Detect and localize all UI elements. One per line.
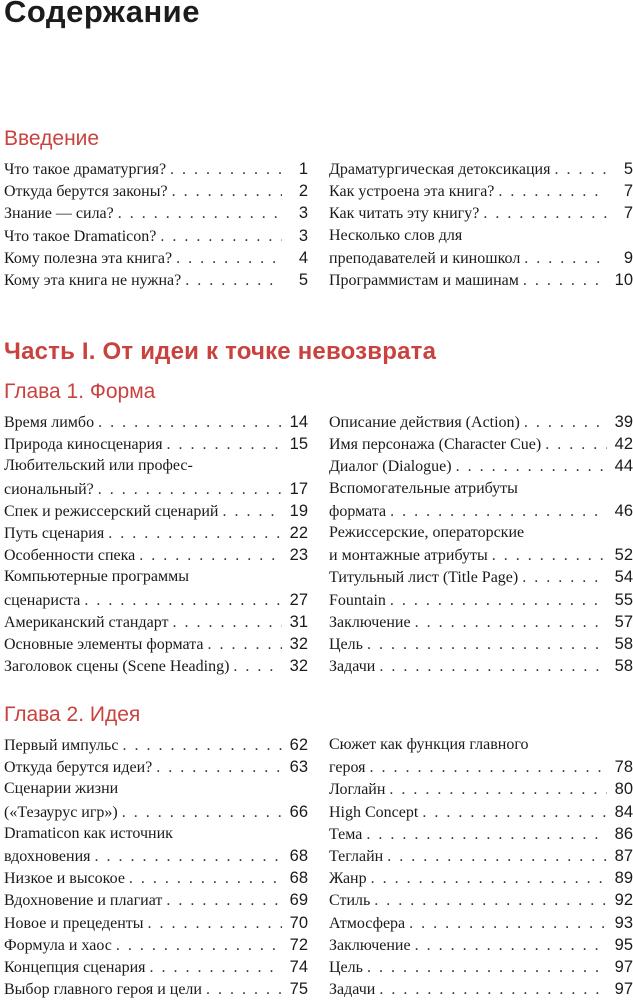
toc-entry-page: 22 <box>289 523 308 542</box>
leader-dots <box>545 434 607 456</box>
toc-entry[interactable] <box>4 867 308 889</box>
toc-entry-title: Заключение <box>329 936 411 954</box>
leader-dots <box>233 656 282 678</box>
toc-entry[interactable] <box>4 566 308 588</box>
toc-entry[interactable] <box>329 180 633 202</box>
toc-entry[interactable] <box>4 544 308 566</box>
toc-entry-page: 3 <box>298 226 308 245</box>
toc-entry-title: Программистам и машинам <box>329 271 519 289</box>
toc-entry-title: Концепция сценария <box>4 958 146 976</box>
toc-entry-page: 7 <box>623 182 633 201</box>
toc-entry[interactable] <box>329 411 633 433</box>
toc-entry-title: Как читать эту книгу? <box>329 205 480 223</box>
toc-entry-title: вдохновения <box>4 847 91 865</box>
toc-entry-title: Цель <box>329 635 363 653</box>
toc-entry-page: 58 <box>614 634 633 653</box>
leader-dots <box>172 181 282 203</box>
toc-entry-title: Что такое Dramaticon? <box>4 227 157 245</box>
toc-entry[interactable] <box>329 589 633 611</box>
toc-entry-page: 19 <box>289 501 308 520</box>
toc-entry[interactable] <box>4 633 308 655</box>
toc-entry[interactable] <box>329 433 633 455</box>
toc-entry[interactable] <box>329 522 633 544</box>
toc-entry[interactable] <box>329 202 633 224</box>
leader-dots <box>148 913 282 935</box>
leader-dots <box>170 159 282 181</box>
toc-entry-title: Формула и хаос <box>4 936 112 954</box>
toc-entry[interactable] <box>329 978 633 1000</box>
toc-entry-title: Спек и режиссерский сценарий <box>4 502 219 520</box>
leader-dots <box>367 957 607 979</box>
leader-dots <box>415 612 607 634</box>
toc-entry[interactable] <box>4 269 308 291</box>
toc-entry-page: 31 <box>289 612 308 631</box>
leader-dots <box>456 456 607 478</box>
leader-dots <box>208 634 283 656</box>
toc-entry-title: преподавателей и киношкол <box>329 249 521 267</box>
toc-entry-page: 69 <box>289 891 308 910</box>
toc-entry-title: Титульный лист (Title Page) <box>329 569 519 587</box>
toc-entry[interactable] <box>4 956 308 978</box>
leader-dots <box>554 159 607 181</box>
leader-dots <box>498 181 607 203</box>
toc-entry-title: Выбор главного героя и цели <box>4 981 202 999</box>
toc-entry-page: 74 <box>289 957 308 976</box>
toc-entry[interactable] <box>329 455 633 477</box>
toc-column-ch2-right <box>329 734 633 1000</box>
toc-entry[interactable] <box>4 589 308 611</box>
toc-entry-title: Режиссерские, операторские <box>329 523 525 541</box>
toc-entry-page: 95 <box>614 935 633 954</box>
toc-entry-page: 17 <box>289 479 308 498</box>
toc-entry[interactable] <box>329 734 633 756</box>
leader-dots <box>389 779 607 801</box>
toc-entry-page: 58 <box>614 657 633 676</box>
toc-entry[interactable] <box>329 889 633 911</box>
toc-entry-title: Логлайн <box>329 781 386 799</box>
toc-entry-title: Сюжет как функция главного <box>329 736 529 753</box>
toc-entry[interactable] <box>329 225 633 247</box>
toc-entry-title: Кому полезна эта книга? <box>4 249 173 267</box>
toc-entry-page: 63 <box>289 758 308 777</box>
toc-entry-title: сиональный? <box>4 480 94 498</box>
leader-dots <box>492 545 607 567</box>
toc-entry[interactable] <box>4 734 308 756</box>
toc-entry-page: 97 <box>614 957 633 976</box>
leader-dots <box>173 612 282 634</box>
leader-dots <box>185 270 282 292</box>
toc-entry-title: Имя персонажа (Character Cue) <box>329 436 542 454</box>
toc-entry[interactable] <box>4 756 308 778</box>
toc-entry-page: 68 <box>289 869 308 888</box>
toc-entry-page: 44 <box>614 457 633 476</box>
toc-entry[interactable] <box>4 411 308 433</box>
toc-entry[interactable] <box>329 867 633 889</box>
toc-entry-title: Как устроена эта книга? <box>329 183 495 201</box>
leader-dots <box>524 412 607 434</box>
toc-column-ch1-right <box>329 411 633 677</box>
toc-entry-page: 15 <box>289 435 308 454</box>
leader-dots <box>379 979 607 1001</box>
toc-entry-title: Цель <box>329 958 363 976</box>
toc-entry[interactable] <box>4 934 308 956</box>
leader-dots <box>370 757 607 779</box>
toc-entry[interactable] <box>329 801 633 823</box>
toc-entry[interactable] <box>4 158 308 180</box>
leader-dots <box>167 434 282 456</box>
leader-dots <box>390 501 607 523</box>
toc-entry-title: Новое и прецеденты <box>4 914 144 932</box>
leader-dots <box>524 248 607 270</box>
toc-entry-title: Откуда берутся идеи? <box>4 759 153 777</box>
toc-entry[interactable] <box>4 478 308 500</box>
toc-entry-title: Что такое драматургия? <box>4 161 167 178</box>
toc-entry[interactable] <box>329 956 633 978</box>
toc-entry-title: High Concept <box>329 803 419 821</box>
toc-entry-title: Особенности спека <box>4 547 136 565</box>
toc-entry-page: 93 <box>614 913 633 932</box>
toc-entry-title: Несколько слов для <box>329 226 463 244</box>
toc-entry-title: Fountain <box>329 591 386 609</box>
toc-entry[interactable] <box>329 633 633 655</box>
leader-dots <box>122 735 282 757</box>
toc-entry-page: 4 <box>298 248 308 267</box>
toc-entry-title: Диалог (Dialogue) <box>329 458 452 476</box>
toc-entry-page: 2 <box>298 182 308 201</box>
toc-entry-title: Вспомогательные атрибуты <box>329 479 518 497</box>
toc-entry-page: 23 <box>289 546 308 565</box>
leader-dots <box>176 248 282 270</box>
toc-entry-title: («Тезаурус игр») <box>4 803 118 821</box>
toc-entry-title: Сценарии жизни <box>4 780 119 798</box>
toc-entry-title: и монтажные атрибуты <box>329 547 488 565</box>
page-title: Содержание <box>4 0 200 29</box>
leader-dots <box>366 824 607 846</box>
toc-entry[interactable] <box>4 978 308 1000</box>
toc-entry-page: 32 <box>289 657 308 676</box>
toc-entry-page: 1 <box>298 160 308 178</box>
toc-entry-page: 10 <box>614 270 633 289</box>
leader-dots <box>415 935 607 957</box>
leader-dots <box>84 590 282 612</box>
toc-entry-page: 84 <box>614 802 633 821</box>
toc-entry[interactable] <box>4 202 308 224</box>
leader-dots <box>422 802 607 824</box>
toc-entry-page: 52 <box>614 546 633 565</box>
toc-entry[interactable] <box>329 756 633 778</box>
toc-entry[interactable] <box>4 225 308 247</box>
toc-entry-title: Вдохновение и плагиат <box>4 892 163 910</box>
toc-entry-page: 54 <box>614 568 633 587</box>
toc-entry[interactable] <box>4 655 308 677</box>
toc-entry[interactable] <box>4 180 308 202</box>
toc-entry-page: 5 <box>298 270 308 289</box>
toc-entry-title: Жанр <box>329 870 367 888</box>
toc-entry-title: Теглайн <box>329 847 384 865</box>
toc-entry[interactable] <box>329 544 633 566</box>
toc-entry-title: Низкое и высокое <box>4 870 125 888</box>
toc-entry-title: Dramaticon как источник <box>4 824 173 842</box>
toc-entry[interactable] <box>4 912 308 934</box>
toc-column-intro-right <box>329 158 633 291</box>
toc-column-ch1-left <box>4 411 308 677</box>
toc-entry-page: 5 <box>623 160 633 178</box>
toc-entry-title: сценариста <box>4 591 81 609</box>
toc-entry-title: Тема <box>329 825 363 843</box>
leader-dots <box>129 868 282 890</box>
toc-entry-page: 92 <box>614 891 633 910</box>
toc-entry[interactable] <box>329 934 633 956</box>
toc-entry[interactable] <box>329 823 633 845</box>
toc-entry-page: 57 <box>614 612 633 631</box>
toc-entry-page: 86 <box>614 824 633 843</box>
toc-entry[interactable] <box>329 778 633 800</box>
leader-dots <box>95 846 282 868</box>
toc-entry-page: 75 <box>289 980 308 999</box>
toc-entry-page: 97 <box>614 980 633 999</box>
toc-entry[interactable] <box>329 500 633 522</box>
leader-dots <box>390 590 607 612</box>
leader-dots <box>150 957 283 979</box>
toc-entry[interactable] <box>4 247 308 269</box>
toc-column-ch2-left <box>4 734 308 1000</box>
toc-entry-page: 87 <box>614 846 633 865</box>
toc-entry-page: 42 <box>614 435 633 454</box>
toc-entry-title: Драматургическая детоксикация <box>329 161 551 178</box>
toc-entry-title: Стиль <box>329 892 371 910</box>
toc-entry-title: Природа киносценария <box>4 436 163 454</box>
leader-dots <box>379 656 607 678</box>
toc-entry[interactable] <box>4 801 308 823</box>
leader-dots <box>522 567 607 589</box>
leader-dots <box>206 979 282 1001</box>
toc-column-intro-left <box>4 158 308 291</box>
toc-entry[interactable] <box>4 889 308 911</box>
section-heading-introduction: Введение <box>4 127 100 150</box>
toc-entry-page: 27 <box>289 590 308 609</box>
toc-entry-page: 3 <box>298 204 308 223</box>
toc-entry-page: 7 <box>623 204 633 223</box>
toc-entry-page: 32 <box>289 634 308 653</box>
leader-dots <box>371 868 607 890</box>
toc-entry-title: Знание — сила? <box>4 205 114 223</box>
toc-entry-title: Атмосфера <box>329 914 406 932</box>
toc-entry[interactable] <box>329 269 633 291</box>
toc-entry-title: Основные элементы формата <box>4 635 204 653</box>
toc-entry-title: Откуда берутся законы? <box>4 183 168 201</box>
toc-entry-page: 55 <box>614 590 633 609</box>
toc-entry-page: 70 <box>289 913 308 932</box>
toc-entry-page: 14 <box>289 413 308 431</box>
toc-entry[interactable] <box>4 823 308 845</box>
toc-entry-title: Кому эта книга не нужна? <box>4 271 182 289</box>
toc-entry-page: 78 <box>614 758 633 777</box>
toc-entry[interactable] <box>4 611 308 633</box>
leader-dots <box>387 846 607 868</box>
leader-dots <box>116 935 282 957</box>
toc-entry[interactable] <box>329 158 633 180</box>
chapter-heading-idea: Глава 2. Идея <box>4 703 141 726</box>
toc-entry[interactable] <box>329 611 633 633</box>
leader-dots <box>156 757 282 779</box>
toc-entry-page: 46 <box>614 501 633 520</box>
toc-entry-page: 80 <box>614 780 633 799</box>
toc-entry-title: формата <box>329 502 387 520</box>
toc-entry-page: 72 <box>289 935 308 954</box>
toc-entry[interactable] <box>4 455 308 477</box>
leader-dots <box>118 203 282 225</box>
toc-entry-page: 68 <box>289 846 308 865</box>
chapter-heading-form: Глава 1. Форма <box>4 380 156 403</box>
toc-entry-title: Путь сценария <box>4 524 105 542</box>
toc-entry[interactable] <box>329 566 633 588</box>
toc-entry-page: 66 <box>289 802 308 821</box>
leader-dots <box>160 226 282 248</box>
toc-entry-title: героя <box>329 759 366 777</box>
leader-dots <box>409 913 607 935</box>
toc-entry[interactable] <box>4 845 308 867</box>
toc-entry-page: 9 <box>623 248 633 267</box>
leader-dots <box>222 501 282 523</box>
leader-dots <box>122 802 282 824</box>
toc-entry[interactable] <box>329 247 633 269</box>
leader-dots <box>483 203 607 225</box>
leader-dots <box>139 545 282 567</box>
toc-entry[interactable] <box>4 522 308 544</box>
toc-entry-title: Заголовок сцены (Scene Heading) <box>4 658 230 676</box>
leader-dots <box>367 634 607 656</box>
leader-dots <box>523 270 607 292</box>
toc-entry[interactable] <box>4 433 308 455</box>
toc-entry-title: Время лимбо <box>4 414 95 431</box>
toc-entry-title: Любительский или профес- <box>4 457 193 475</box>
toc-entry-title: Задачи <box>329 658 376 676</box>
toc-entry-page: 62 <box>289 736 308 754</box>
toc-entry-title: Описание действия (Action) <box>329 414 520 431</box>
part-heading: Часть I. От идеи к точке невозврата <box>4 338 437 365</box>
toc-entry-title: Заключение <box>329 613 411 631</box>
toc-entry[interactable] <box>329 478 633 500</box>
toc-entry[interactable] <box>329 655 633 677</box>
leader-dots <box>374 890 607 912</box>
leader-dots <box>166 890 282 912</box>
toc-entry[interactable] <box>329 912 633 934</box>
toc-entry-title: Компьютерные программы <box>4 568 190 586</box>
leader-dots <box>98 479 282 501</box>
toc-entry-title: Первый импульс <box>4 737 119 754</box>
toc-entry[interactable] <box>4 778 308 800</box>
toc-entry-title: Американский стандарт <box>4 613 169 631</box>
toc-entry-page: 89 <box>614 869 633 888</box>
leader-dots <box>108 523 282 545</box>
toc-entry[interactable] <box>4 500 308 522</box>
toc-entry[interactable] <box>329 845 633 867</box>
toc-entry-page: 39 <box>614 413 633 431</box>
toc-entry-title: Задачи <box>329 981 376 999</box>
leader-dots <box>98 412 282 434</box>
